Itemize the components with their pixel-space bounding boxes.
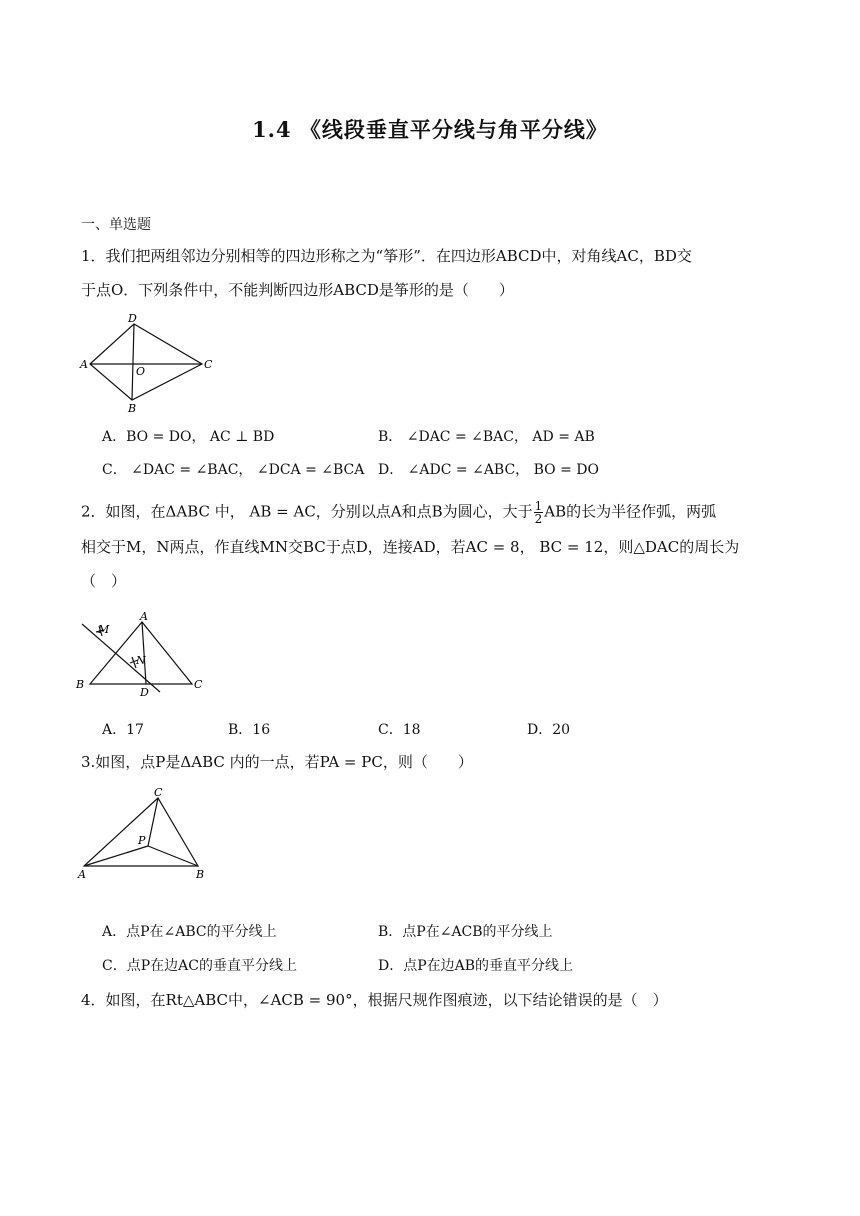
- label-c: C: [154, 786, 163, 799]
- label-o: O: [136, 365, 146, 378]
- q1-option-d[interactable]: D． ∠ADC = ∠ABC， BO = DO: [378, 462, 599, 478]
- q2-option-c[interactable]: C．18: [378, 722, 421, 738]
- q2-line1-pre: 2．如图，在ΔABC 中， AB = AC，分别以点A和点B为圆心，大于: [81, 502, 533, 521]
- label-b: B: [196, 868, 205, 880]
- label-m: M: [98, 623, 110, 636]
- label-b: B: [128, 402, 137, 415]
- q2-line1-post: AB的长为半径作弧，两弧: [544, 502, 717, 521]
- q3-option-b[interactable]: B．点P在∠ACB的平分线上: [378, 924, 553, 940]
- q1-option-a[interactable]: A．BO = DO， AC ⊥ BD: [102, 429, 275, 445]
- q3-text-line1: 3.如图，点P是ΔABC 内的一点，若PA = PC，则（ ）: [81, 753, 473, 771]
- q1-option-b[interactable]: B． ∠DAC = ∠BAC， AD = AB: [378, 429, 595, 445]
- frac-numerator: 1: [534, 499, 543, 513]
- q1-text-line1: 1．我们把两组邻边分别相等的四边形称之为“筝形”．在四边形ABCD中，对角线AC，BD交: [81, 247, 692, 265]
- kite-diagram: [78, 312, 218, 416]
- q2-figure: [74, 608, 214, 704]
- diagonal-bd: [132, 324, 134, 400]
- q1-option-c[interactable]: C． ∠DAC = ∠BAC， ∠DCA = ∠BCA: [102, 462, 365, 478]
- q3-option-d[interactable]: D．点P在边AB的垂直平分线上: [378, 958, 574, 974]
- q3-figure: [74, 784, 214, 884]
- label-a: A: [78, 868, 86, 880]
- q2-option-a[interactable]: A．17: [102, 722, 144, 738]
- fraction-half: [534, 500, 544, 525]
- triangle-abc: [84, 798, 198, 866]
- q1-figure: [78, 312, 218, 420]
- triangle-bisector-diagram: [74, 608, 214, 700]
- q1-text-line2: 于点O．下列条件中，不能判断四边形ABCD是筝形的是（ ）: [81, 281, 514, 299]
- page-title: 1.4 《线段垂直平分线与角平分线》: [252, 117, 608, 142]
- q4-text-line1: 4．如图，在Rt△ABC中，∠ACB = 90°，根据尺规作图痕迹，以下结论错误的是（ ）: [81, 991, 668, 1009]
- q2-option-d[interactable]: D．20: [527, 722, 571, 738]
- label-b: B: [76, 678, 85, 691]
- label-a: A: [80, 358, 88, 371]
- q2-text-line1: [81, 500, 716, 525]
- segment-pb: [148, 846, 198, 866]
- frac-denominator: 2: [534, 512, 543, 526]
- q2-text-line2: 相交于M，N两点，作直线MN交BC于点D，连接AD，若AC = 8， BC = 12，则△DAC的周长为: [81, 538, 740, 556]
- label-c: C: [204, 358, 213, 371]
- segment-ad: [142, 622, 146, 684]
- q3-option-a[interactable]: A．点P在∠ABC的平分线上: [102, 924, 277, 940]
- kite-outline: [90, 324, 202, 400]
- q3-option-c[interactable]: C．点P在边AC的垂直平分线上: [102, 958, 297, 974]
- label-n: N: [136, 654, 146, 667]
- label-c: C: [194, 678, 203, 691]
- section-heading: 一、单选题: [81, 217, 151, 233]
- q2-text-line3: （ ）: [81, 572, 127, 590]
- triangle-point-p-diagram: [74, 784, 214, 880]
- label-a: A: [140, 610, 148, 623]
- label-d: D: [140, 686, 149, 699]
- perpendicular-bisector-mn: [82, 624, 160, 692]
- q2-option-b[interactable]: B．16: [228, 722, 271, 738]
- segment-pa: [84, 846, 148, 866]
- label-p: P: [138, 834, 146, 847]
- label-d: D: [128, 312, 137, 325]
